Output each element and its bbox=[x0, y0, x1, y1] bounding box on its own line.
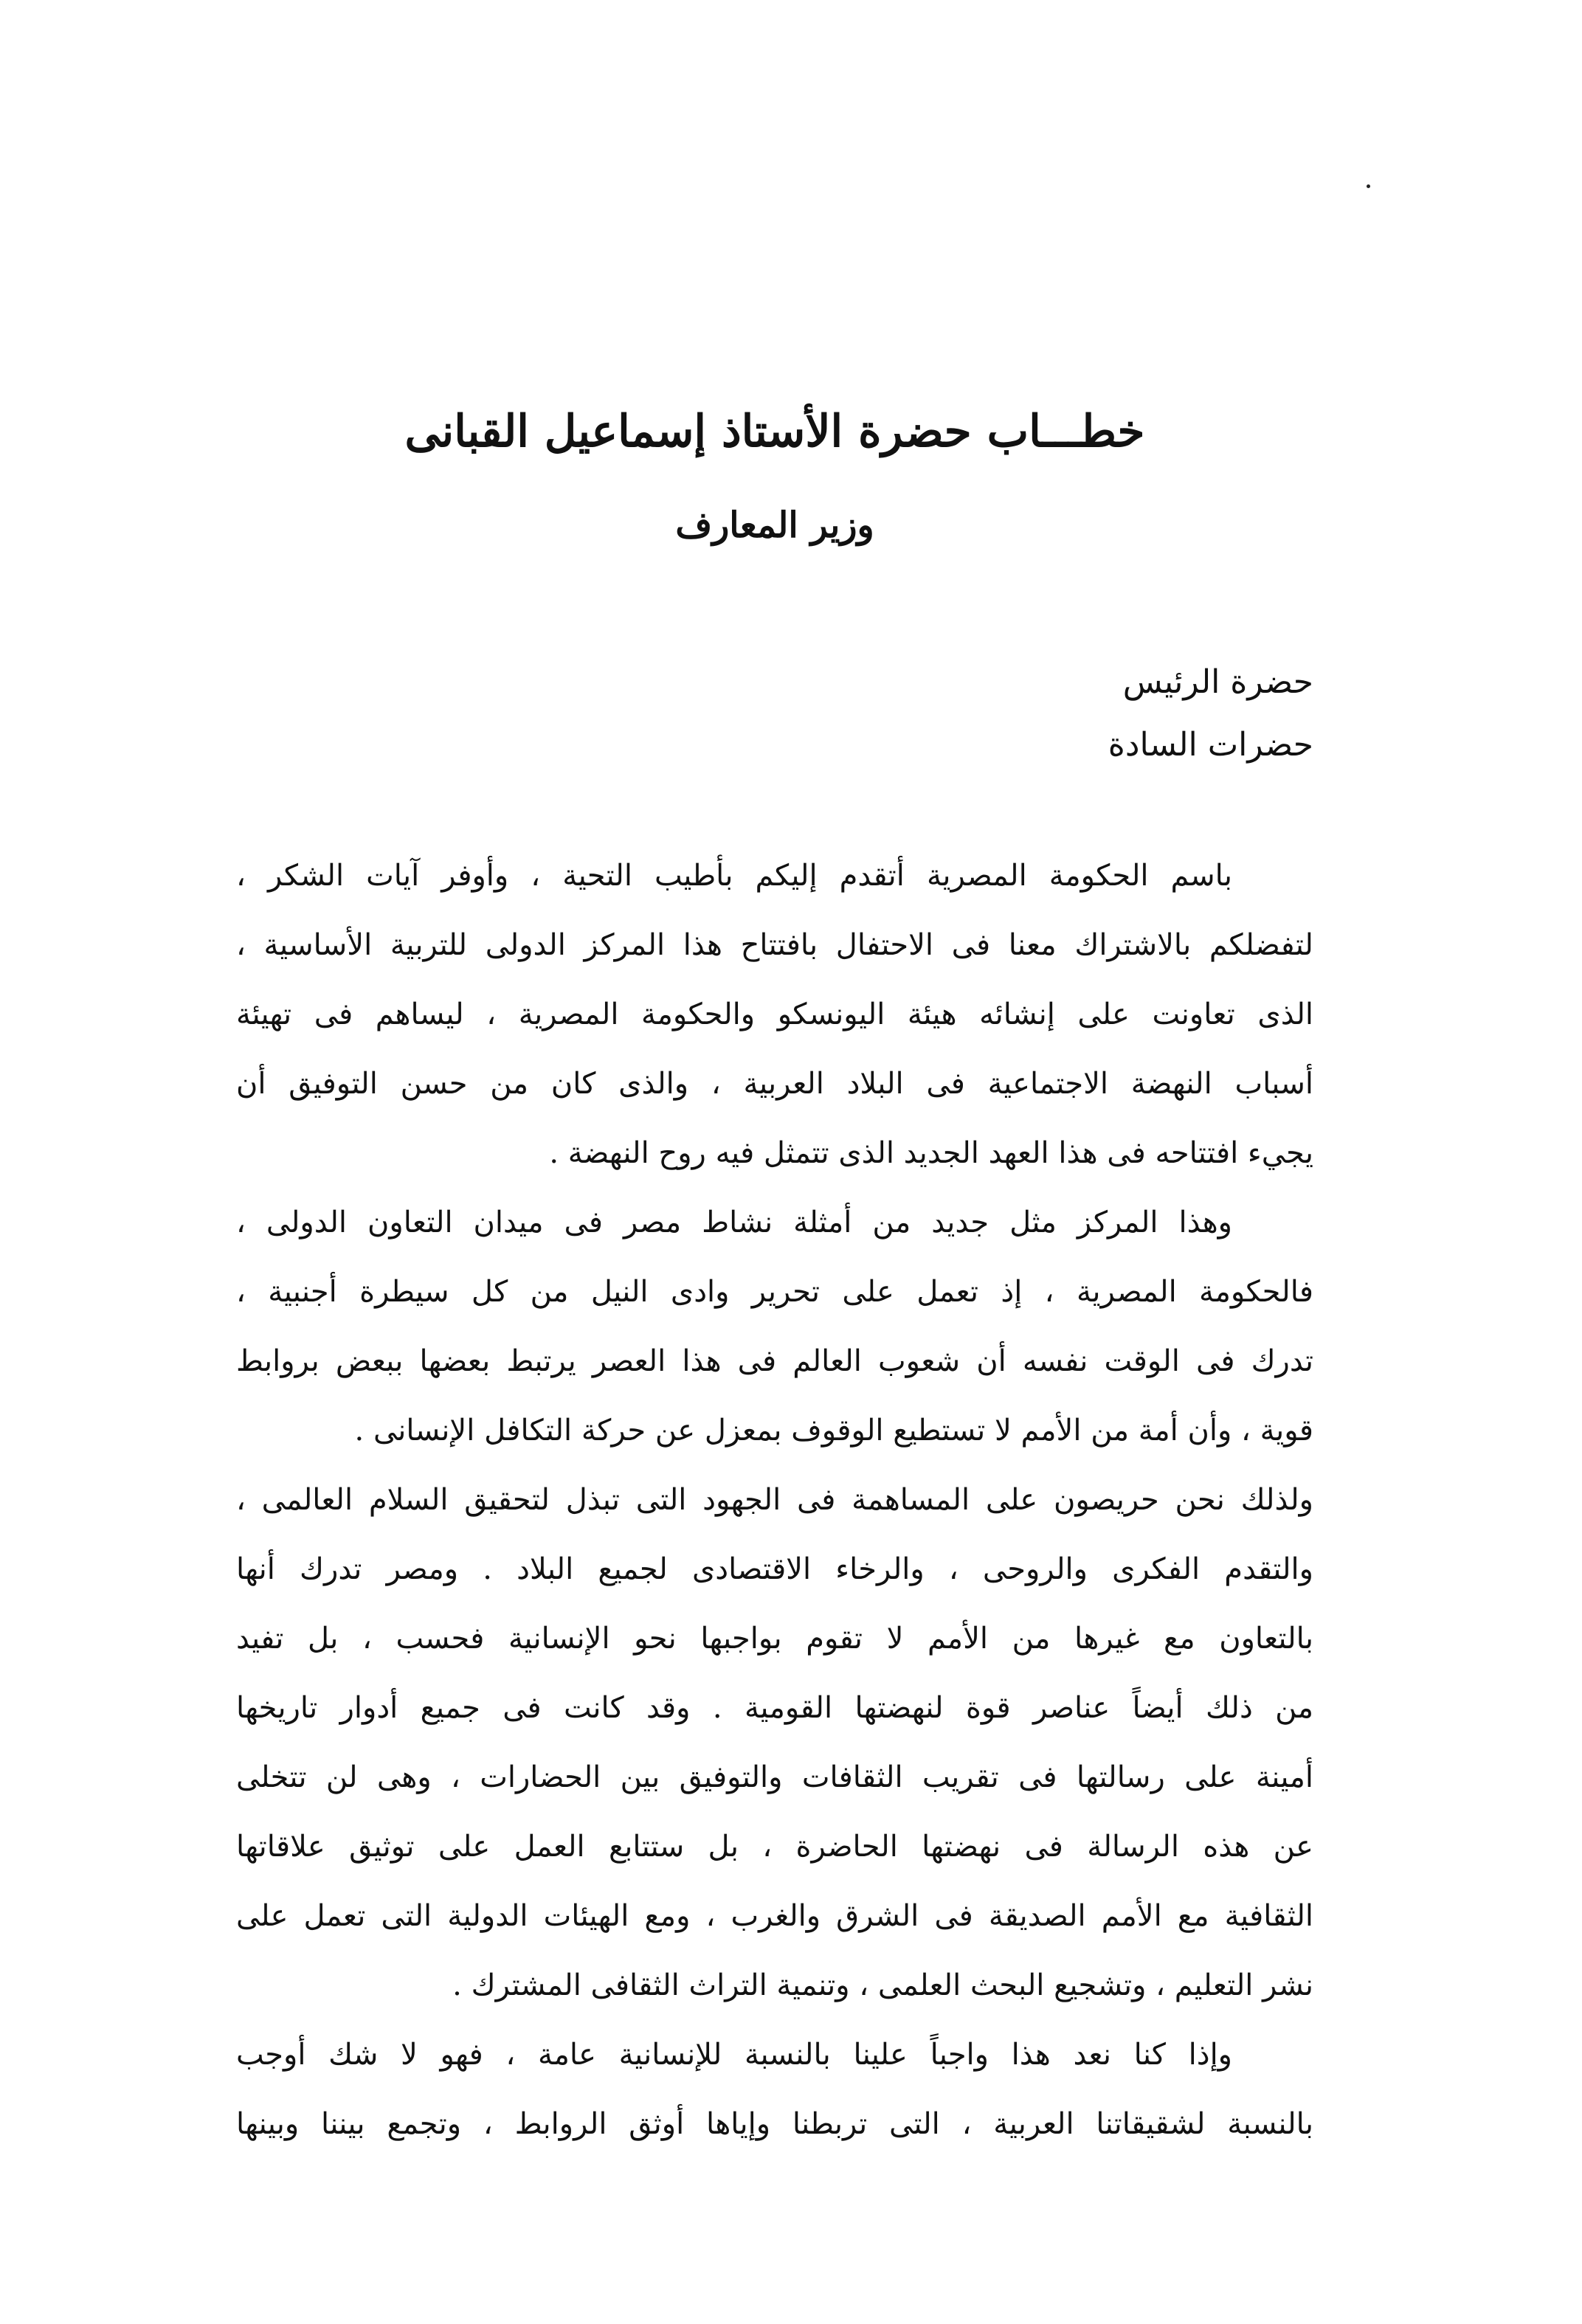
text-line: أسباب النهضة الاجتماعية فى البلاد العربية ، والذى كان من حسن التوفيق أن bbox=[236, 1067, 1313, 1101]
text-line: باسم الحكومة المصرية أتقدم إليكم بأطيب التحية ، وأوفر آيات الشكر ، bbox=[236, 859, 1232, 893]
speech-title: خطـــاب حضرة الأستاذ إسماعيل القبانى bbox=[404, 406, 1145, 457]
text-line: الثقافية مع الأمم الصديقة فى الشرق والغرب ، ومع الهيئات الدولية التى تعمل على bbox=[236, 1899, 1313, 1933]
text-line: ولذلك نحن حريصون على المساهمة فى الجهود التى تبذل لتحقيق السلام العالمى ، bbox=[236, 1483, 1313, 1517]
text-line: فالحكومة المصرية ، إذ تعمل على تحرير وادى النيل من كل سيطرة أجنبية ، bbox=[236, 1275, 1313, 1309]
print-speck bbox=[1367, 184, 1370, 188]
text-line: وإذا كنا نعد هذا واجباً علينا بالنسبة للإنسانية عامة ، فهو لا شك أوجب bbox=[236, 2038, 1232, 2072]
text-line: قوية ، وأن أمة من الأمم لا تستطيع الوقوف بمعزل عن حركة التكافل الإنسانى . bbox=[354, 1414, 1313, 1448]
text-line: يجيء افتتاحه فى هذا العهد الجديد الذى تتمثل فيه روح النهضة . bbox=[549, 1136, 1313, 1170]
text-line: من ذلك أيضاً عناصر قوة لنهضتها القومية . وقد كانت فى جميع أدوار تاريخها bbox=[236, 1691, 1313, 1725]
text-line: نشر التعليم ، وتشجيع البحث العلمى ، وتنمية التراث الثقافى المشترك . bbox=[452, 1968, 1313, 2002]
greeting-president: حضرة الرئيس bbox=[1122, 663, 1313, 701]
text-line: الذى تعاونت على إنشائه هيئة اليونسكو والحكومة المصرية ، ليساهم فى تهيئة bbox=[236, 997, 1313, 1031]
speaker-position: وزير المعارف bbox=[675, 505, 874, 546]
speech-body bbox=[236, 841, 1313, 2159]
text-line: والتقدم الفكرى والروحى ، والرخاء الاقتصادى لجميع البلاد . ومصر تدرك أنها bbox=[236, 1552, 1313, 1586]
text-line: عن هذه الرسالة فى نهضتها الحاضرة ، بل ستتابع العمل على توثيق علاقاتها bbox=[236, 1830, 1313, 1864]
text-line: بالتعاون مع غيرها من الأمم لا تقوم بواجبها نحو الإنسانية فحسب ، بل تفيد bbox=[236, 1622, 1313, 1656]
text-line: وهذا المركز مثل جديد من أمثلة نشاط مصر فى ميدان التعاون الدولى ، bbox=[236, 1206, 1232, 1239]
text-line: بالنسبة لشقيقاتنا العربية ، التى تربطنا وإياها أوثق الروابط ، وتجمع بيننا وبينها bbox=[236, 2107, 1313, 2141]
text-line: تدرك فى الوقت نفسه أن شعوب العالم فى هذا العصر يرتبط بعضها ببعض بروابط bbox=[236, 1344, 1313, 1378]
text-line: أمينة على رسالتها فى تقريب الثقافات والتوفيق بين الحضارات ، وهى لن تتخلى bbox=[236, 1760, 1313, 1794]
greeting-gentlemen: حضرات السادة bbox=[1108, 726, 1313, 764]
text-line: لتفضلكم بالاشتراك معنا فى الاحتفال بافتتاح هذا المركز الدولى للتربية الأساسية ، bbox=[236, 928, 1313, 962]
